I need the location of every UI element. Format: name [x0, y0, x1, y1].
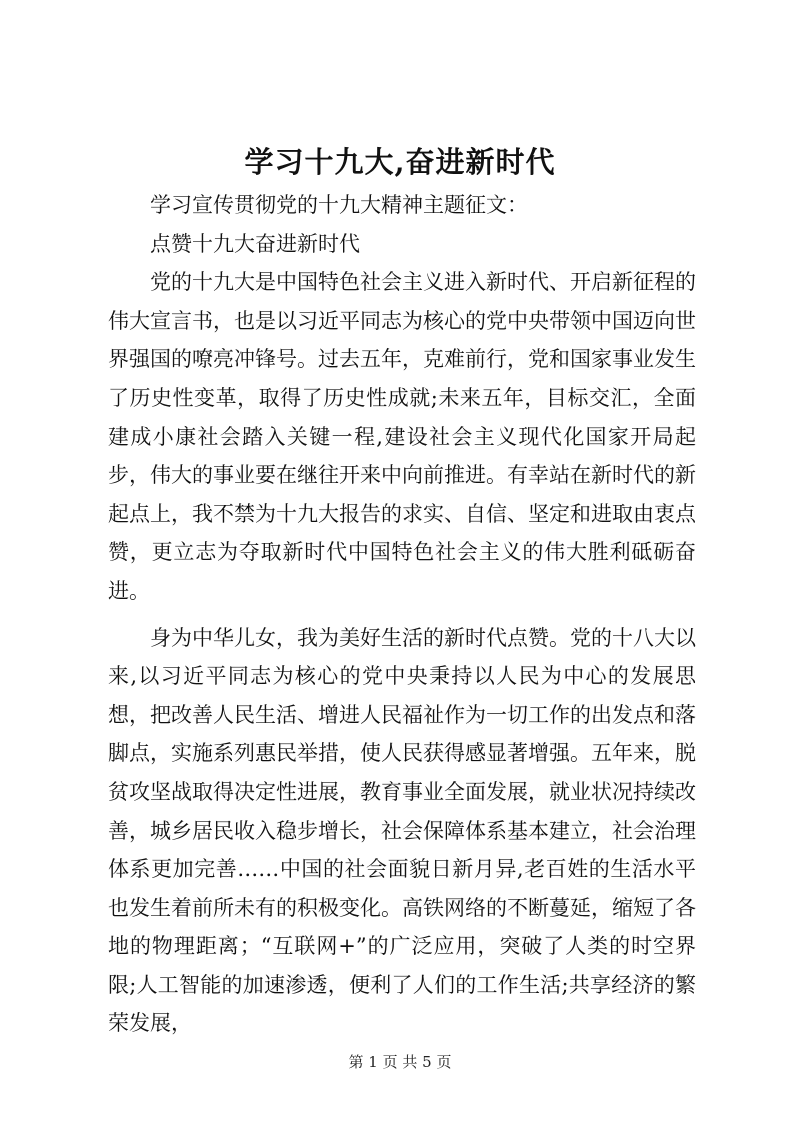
theme-paragraph: 点赞十九大奋进新时代	[150, 231, 360, 256]
document-body	[108, 186, 696, 1043]
body-paragraph: 党的十九大是中国特色社会主义进入新时代、开启新征程的伟大宣言书，也是以习近平同志为核心的党中央带领中国迈向世界强国的嘹亮冲锋号。过去五年，克难前行，党和国家事业发生了历史性变革，取得了历史性成就;未来五年，目标交汇，全面建成小康社会踏入关键一程,建设社会主义现代化国家开局起步，伟大的事业要在继往开来中向前推进。有幸站在新时代的新起点上，我不禁为十九大报告的求实、自信、坚定和进取由衷点赞，更立志为夺取新时代中国特色社会主义的伟大胜利砥砺奋进。	[108, 270, 696, 603]
subtitle-paragraph: 学习宣传贯彻党的十九大精神主题征文：	[150, 193, 528, 217]
page-number: 第 1 页 共 5 页	[348, 1053, 452, 1071]
document-title: 学习十九大,奋进新时代	[244, 145, 556, 179]
body-paragraph: 身为中华儿女，我为美好生活的新时代点赞。党的十八大以来,以习近平同志为核心的党中央秉持以人民为中心的发展思想，把改善人民生活、增进人民福祉作为一切工作的出发点和落脚点，实施系列惠民举措，使人民获得感显著增强。五年来，脱贫攻坚战取得决定性进展，教育事业全面发展，就业状况持续改善，城乡居民收入稳步增长，社会保障体系基本建立，社会治理体系更加完善……中国的社会面貌日新月异,老百姓的生活水平也发生着前所未有的积极变化。高铁网络的不断蔓延，缩短了各地的物理距离；“互联网+”的广泛应用，突破了人类的时空界限;人工智能的加速渗透，便利了人们的工作生活;共享经济的繁荣发展，	[108, 625, 696, 1036]
